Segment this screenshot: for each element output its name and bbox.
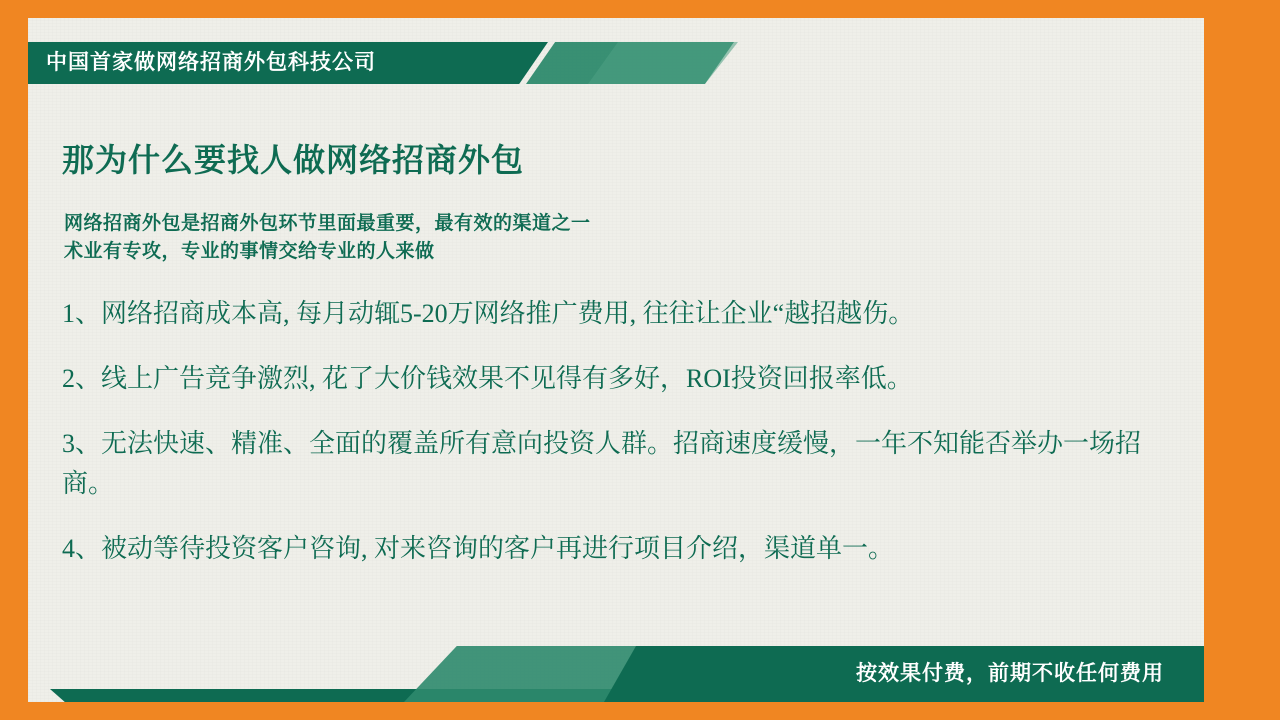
- subtitle-line-2: 术业有专攻，专业的事情交给专业的人来做: [64, 241, 435, 262]
- header-banner: [28, 42, 728, 84]
- list-item: 3、无法快速、精准、全面的覆盖所有意向投资人群。招商速度缓慢，一年不知能否举办一场招商。: [62, 429, 1142, 498]
- subtitle-line-1: 网络招商外包是招商外包环节里面最重要，最有效的渠道之一: [64, 213, 591, 234]
- subtitle-block: [64, 210, 591, 266]
- footer-banner: [28, 646, 1204, 702]
- content-list: [62, 294, 1192, 594]
- footer-text: 按效果付费，前期不收任何费用: [856, 662, 1164, 685]
- list-item: 4、被动等待投资客户咨询, 对来咨询的客户再进行项目介绍，渠道单一。: [62, 534, 895, 563]
- footer-bar-light: [404, 646, 644, 702]
- list-item: 2、线上广告竞争激烈, 花了大价钱效果不见得有多好，ROI投资回报率低。: [62, 364, 913, 393]
- header-title: 中国首家做网络招商外包科技公司: [46, 51, 376, 74]
- page-title: 那为什么要找人做网络招商外包: [62, 142, 525, 178]
- list-item: 1、网络招商成本高, 每月动辄5-20万网络推广费用, 往往让企业“越招越伤。: [62, 299, 915, 328]
